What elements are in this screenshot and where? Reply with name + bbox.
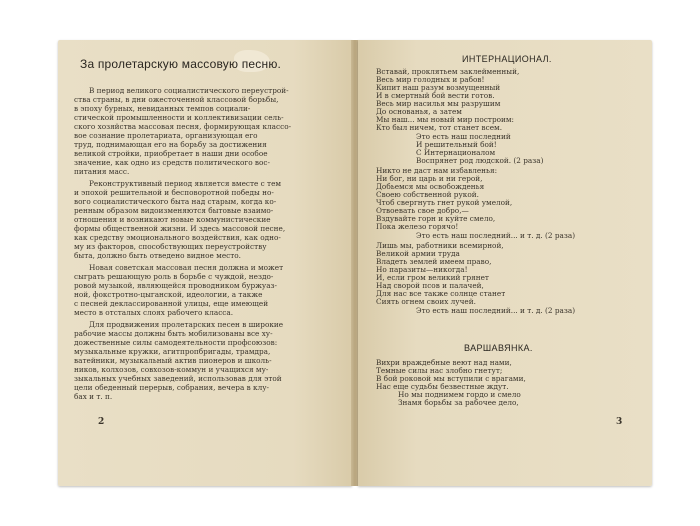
chorus-line: Это есть наш последний... и т. д. (2 раза) <box>416 306 576 315</box>
text-line: быта, должно быть отведено видное место. <box>74 251 241 260</box>
text-line: ной, фокстротно-цыганской, идеологии, а также <box>74 290 263 299</box>
text-line: с песней деклассированной улицы, еще имеющей <box>74 299 269 308</box>
text-line: и эпохой решительной и бесповоротной победы но- <box>74 188 274 197</box>
right-page <box>358 40 652 486</box>
booklet-spread <box>58 40 652 486</box>
text-line: как средству эмоционального воздействия, как одно- <box>74 233 281 242</box>
page-number: 2 <box>98 417 105 427</box>
verse-line: Мы наш... мы новый мир построим: <box>376 115 515 124</box>
verse-line: Владеть землей имеем право, <box>376 257 492 266</box>
text-line: В период великого социалистического переустрой- <box>89 86 289 95</box>
text-line: ского хозяйства массовая песня, формирующая классо- <box>74 122 292 131</box>
verse-line: Ни бог, ни царь и ни герой, <box>376 174 483 183</box>
verse-line: Добьемся мы освобожденья <box>376 182 485 191</box>
text-line: великой стройки, приобретает в наши дни особое <box>74 149 268 158</box>
chorus-line: С Интернационалом <box>416 148 496 157</box>
verse-line: Для нас все также солнце станет <box>376 289 506 298</box>
text-line: место в отсталых слоях рабочего класса. <box>74 308 234 317</box>
text-line: вое сознание пролетариата, организующая его <box>74 131 258 140</box>
text-line: вого социалистического быта над старым, когда ко- <box>74 197 277 206</box>
verse-line: Никто не даст нам избавленья: <box>376 166 498 175</box>
text-line: труд, поднимающая его на борьбу за достижения <box>74 140 267 149</box>
left-page <box>58 40 352 486</box>
text-line: Новая советская массовая песня должна и может <box>89 263 284 272</box>
verse-line: Отвоевать свое добро,— <box>376 206 469 215</box>
verse-line: И в смертный бой вести готов. <box>376 91 495 100</box>
text-line: музыкальные кружки, агитпропбригады, трамдра, <box>74 347 271 356</box>
song-title-internationale: ИНТЕРНАЦИОНАЛ. <box>462 54 552 64</box>
text-line: ренным образом видоизменяются бытовые взаимо- <box>74 206 274 215</box>
text-line: Реконструктивный период является вместе с тем <box>89 179 282 188</box>
text-line: стической промышленности и коллективизации сель- <box>74 113 284 122</box>
verse-line: Весь мир насилья мы разрушим <box>376 99 501 108</box>
verse-line: И, если гром великий грянет <box>376 273 489 282</box>
verse-line: Кипит наш разум возмущенный <box>376 83 501 92</box>
text-line: формы общественной жизни. И здесь массовой песне, <box>74 224 286 233</box>
text-line: питания масс. <box>74 167 130 176</box>
verse-line: Весь мир голодных и рабов! <box>376 75 485 84</box>
verse-line: Нас еще судьбы безвестные ждут. <box>376 382 509 391</box>
text-line: ства страны, в дни ожесточенной классовой борьбы, <box>74 95 279 104</box>
text-line: ватейники, музыкальный актив пионеров и школь- <box>74 356 272 365</box>
text-line: дожественные силы самодеятельности профсоюзов: <box>74 338 278 347</box>
song-title-varshavyanka: ВАРШАВЯНКА. <box>464 343 533 353</box>
verse-line: Вихри враждебные веют над нами, <box>376 358 512 367</box>
verse-line: Кто был ничем, тот станет всем. <box>376 123 503 132</box>
verse-line: До основанья, а затем <box>376 107 462 116</box>
text-line: му из факторов, способствующих переустройству <box>74 242 267 251</box>
text-line: Для продвижения пролетарских песен в широкие <box>89 320 284 329</box>
chorus-line: Это есть наш последний... и т. д. (2 раза) <box>416 231 576 240</box>
chorus-line: И решительный бой! <box>416 140 497 149</box>
text-line: рабочие массы должны быть мобилизованы все ху- <box>74 329 273 338</box>
left-page-title: За пролетарскую массовую песню. <box>80 57 282 71</box>
verse-line: Но мы поднимем гордо и смело <box>398 390 521 399</box>
text-line: цели обеденный перерыв, собрания, вечера в клу- <box>74 383 270 392</box>
text-line: сыграть решающую роль в борьбе с чуждой, нездо- <box>74 272 274 281</box>
verse-line: Лишь мы, работники всемирной, <box>376 241 504 250</box>
page-number: 3 <box>616 417 623 427</box>
verse-line: Чтоб свергнуть гнет рукой умелой, <box>376 198 513 207</box>
text-line: в эпоху бурных, невиданных темпов социали- <box>74 104 251 113</box>
text-line: бах и т. п. <box>74 392 113 401</box>
text-line: ровой музыкой, являющейся проводником буржуаз- <box>74 281 277 290</box>
verse-line: Над сворой псов и палачей, <box>376 281 484 290</box>
verse-line: Своею собственной рукой. <box>376 190 479 199</box>
verse-line: Знамя борьбы за рабочее дело, <box>398 398 519 407</box>
text-line: отношения и возникают новые коммунистические <box>74 215 271 224</box>
chorus-line: Воспрянет род людской. (2 раза) <box>416 156 544 165</box>
text-line: значение, как одно из средств политического вос- <box>74 158 270 167</box>
verse-line: Темные силы нас злобно гнетут; <box>376 366 503 375</box>
verse-line: Но паразиты—никогда! <box>376 265 468 274</box>
text-line: зыкальных учебных заведений, использовав для этой <box>74 374 282 383</box>
verse-line: Вздувайте горн и куйте смело, <box>376 214 496 223</box>
text-line: ников, колхозов, совхозов-коммун и учащихся му- <box>74 365 269 374</box>
chorus-line: Это есть наш последний <box>416 132 511 141</box>
verse-line: Великой армии труда <box>376 249 460 258</box>
verse-line: Пока железо горячо! <box>376 222 459 231</box>
verse-line: Вставай, проклятьем заклейменный, <box>376 67 520 76</box>
verse-line: В бой роковой мы вступили с врагами, <box>376 374 526 383</box>
verse-line: Сиять огнем своих лучей. <box>376 297 476 306</box>
